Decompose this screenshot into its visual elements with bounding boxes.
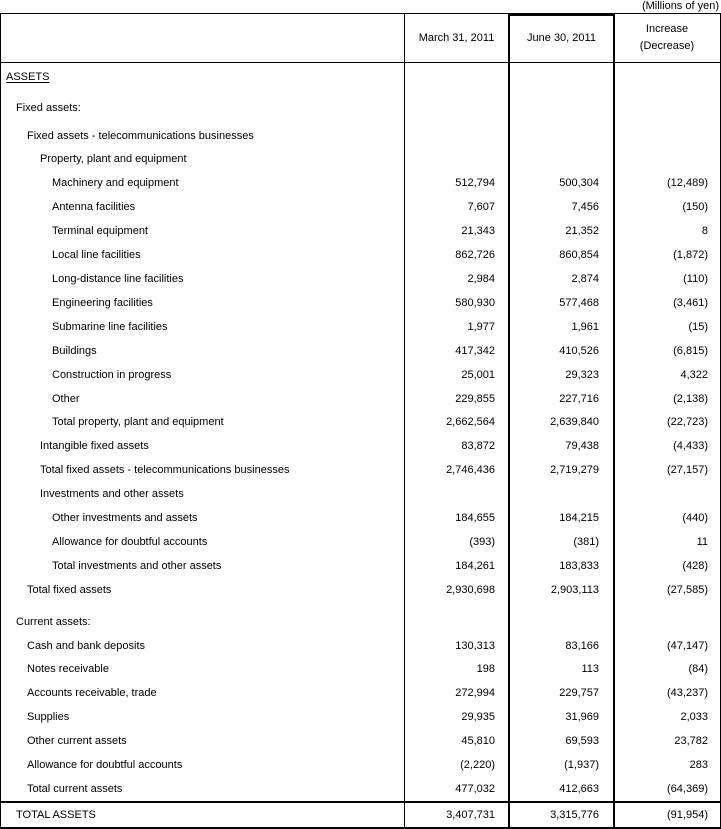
assets-table xyxy=(0,13,721,829)
value-june: 227,716 xyxy=(559,392,599,405)
row-label: Total fixed assets xyxy=(27,583,112,596)
row-label: Supplies xyxy=(27,711,70,724)
value-march: 21,343 xyxy=(461,225,495,238)
total-march: 3,407,731 xyxy=(446,809,495,821)
row-label: Investments and other assets xyxy=(40,488,184,501)
value-change: 4,322 xyxy=(680,368,708,381)
header-increase-line1: Increase xyxy=(645,23,689,35)
value-june: 184,215 xyxy=(559,512,599,525)
value-change: (440) xyxy=(682,512,708,525)
row-label: Cash and bank deposits xyxy=(27,639,146,652)
value-june: 83,166 xyxy=(565,639,599,652)
value-june: 2,874 xyxy=(571,272,599,285)
row-label: Total investments and other assets xyxy=(52,559,222,572)
value-june: 229,757 xyxy=(559,687,599,700)
section-title-cell xyxy=(1,71,404,83)
value-march: 198 xyxy=(476,663,495,676)
value-june: 7,456 xyxy=(571,201,599,214)
value-march: 229,855 xyxy=(455,392,495,405)
value-march: 25,001 xyxy=(461,368,495,381)
value-change: (22,723) xyxy=(667,416,708,429)
value-change: (428) xyxy=(682,559,708,572)
total-change: (91,954) xyxy=(667,809,708,821)
value-june: 2,903,113 xyxy=(550,583,599,596)
row-label: Accounts receivable, trade xyxy=(27,687,157,700)
value-change: (110) xyxy=(683,272,708,285)
value-june: 860,854 xyxy=(559,249,599,262)
june-column-right-border xyxy=(613,14,615,827)
value-change: (43,237) xyxy=(667,687,708,700)
header-march: March 31, 2011 xyxy=(418,31,495,44)
row-label: Other xyxy=(52,392,80,405)
header-increase-line2: (Decrease) xyxy=(639,40,695,52)
value-change: (1,872) xyxy=(673,249,708,262)
value-change: 11 xyxy=(696,535,708,548)
row-label: Buildings xyxy=(52,344,97,357)
value-march: 83,872 xyxy=(461,440,495,453)
value-june: 500,304 xyxy=(559,177,599,190)
row-label: Intangible fixed assets xyxy=(40,440,149,453)
value-change: (150) xyxy=(682,201,708,214)
value-march: 417,342 xyxy=(455,344,495,357)
row-label: Construction in progress xyxy=(52,368,172,381)
value-march: 2,984 xyxy=(467,272,495,285)
value-march: 477,032 xyxy=(455,783,495,796)
header-increase-decrease xyxy=(614,21,720,55)
value-march: 1,977 xyxy=(467,320,495,333)
row-label: Property, plant and equipment xyxy=(40,153,187,166)
value-june: 412,663 xyxy=(559,783,599,796)
june-column-top-border xyxy=(508,14,615,16)
row-label: Antenna facilities xyxy=(52,201,136,214)
value-march: 7,607 xyxy=(467,201,495,214)
value-june: 2,639,840 xyxy=(550,416,599,429)
value-march: (393) xyxy=(469,535,495,548)
value-june: 183,833 xyxy=(559,559,599,572)
row-label: Other current assets xyxy=(27,735,127,748)
total-june: 3,315,776 xyxy=(550,809,599,821)
total-label: TOTAL ASSETS xyxy=(16,809,96,821)
value-june: (381) xyxy=(573,535,599,548)
value-june: 1,961 xyxy=(571,320,599,333)
value-june: 577,468 xyxy=(559,296,599,309)
value-change: 283 xyxy=(689,759,708,772)
value-change: 2,033 xyxy=(680,711,708,724)
value-june: 410,526 xyxy=(559,344,599,357)
value-june: 21,352 xyxy=(565,225,599,238)
value-june: 2,719,279 xyxy=(550,464,599,477)
value-june: 29,323 xyxy=(565,368,599,381)
value-march: 580,930 xyxy=(455,296,495,309)
value-june: 69,593 xyxy=(565,735,599,748)
value-march: 2,746,436 xyxy=(446,464,495,477)
section-title: ASSETS xyxy=(6,71,50,84)
units-note: (Millions of yen) xyxy=(641,0,719,12)
value-change: 23,782 xyxy=(674,735,708,748)
value-march: 184,261 xyxy=(455,559,495,572)
value-march: 45,810 xyxy=(461,735,495,748)
value-change: (2,138) xyxy=(673,392,708,405)
column-divider xyxy=(404,14,405,827)
value-change: (27,157) xyxy=(667,464,708,477)
value-march: 184,655 xyxy=(455,512,495,525)
value-june: 113 xyxy=(581,663,599,676)
value-change: (64,369) xyxy=(667,783,708,796)
row-label: Terminal equipment xyxy=(52,225,148,238)
row-label: Current assets: xyxy=(16,615,91,628)
value-change: (4,433) xyxy=(673,440,708,453)
value-change: (47,147) xyxy=(667,639,708,652)
value-march: 862,726 xyxy=(455,249,495,262)
row-label: Allowance for doubtful accounts xyxy=(27,759,183,772)
row-label: Fixed assets - telecommunications businesses xyxy=(27,129,254,142)
row-label: Total fixed assets - telecommunications businesses xyxy=(40,464,290,477)
row-label: Allowance for doubtful accounts xyxy=(52,535,208,548)
header-june: June 30, 2011 xyxy=(527,31,596,44)
value-change: (15) xyxy=(688,320,708,333)
value-change: (3,461) xyxy=(673,296,708,309)
row-label: Submarine line facilities xyxy=(52,320,168,333)
row-label: Total property, plant and equipment xyxy=(52,416,224,429)
row-label: Fixed assets: xyxy=(16,101,81,114)
value-march: 29,935 xyxy=(461,711,495,724)
value-march: 2,930,698 xyxy=(446,583,495,596)
value-june: 31,969 xyxy=(565,711,599,724)
row-label: Engineering facilities xyxy=(52,296,153,309)
row-label: Notes receivable xyxy=(27,663,109,676)
row-label: Total current assets xyxy=(27,783,123,796)
row-label: Other investments and assets xyxy=(52,512,198,525)
value-march: 2,662,564 xyxy=(446,416,495,429)
value-change: (84) xyxy=(688,663,708,676)
value-change: (6,815) xyxy=(673,344,708,357)
value-march: 130,313 xyxy=(455,639,495,652)
value-june: 79,438 xyxy=(565,440,599,453)
value-change: (12,489) xyxy=(667,177,708,190)
row-label: Machinery and equipment xyxy=(52,177,179,190)
row-label: Long-distance line facilities xyxy=(52,272,184,285)
value-march: 512,794 xyxy=(455,177,495,190)
june-column-left-border xyxy=(508,14,510,827)
value-june: (1,937) xyxy=(564,759,599,772)
value-march: 272,994 xyxy=(455,687,495,700)
value-change: (27,585) xyxy=(667,583,708,596)
row-label: Local line facilities xyxy=(52,249,141,262)
value-march: (2,220) xyxy=(460,759,495,772)
value-change: 8 xyxy=(701,225,708,238)
